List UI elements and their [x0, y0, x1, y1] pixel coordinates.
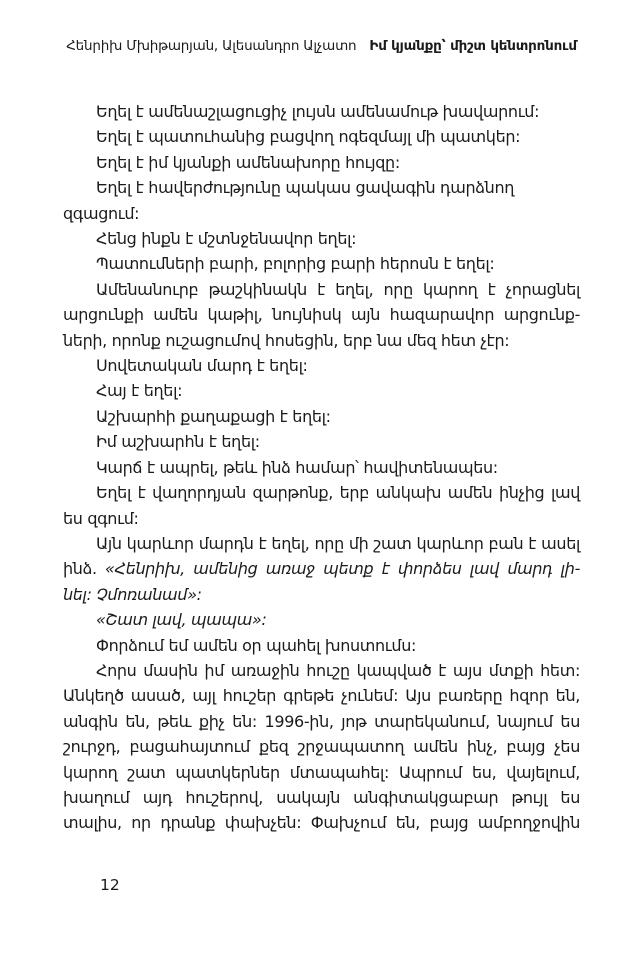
body-text: տալիս, որ դրանք փախչեն: Փախչում են, բայց ամբողջովին — [63, 813, 580, 833]
text-line — [63, 378, 580, 403]
quote-text: «Հենրիխ, ամենից առաջ պետք է փորձես լավ մարդ լի- — [105, 559, 580, 579]
text-line — [63, 150, 580, 175]
body-text: Իմ աշխարհն է եղել: — [96, 432, 260, 452]
body-text: Աշխարհի քաղաքացի է եղել: — [96, 406, 331, 426]
body-text: Հորս մասին իմ առաջին հուշը կապված է այս մտքի հետ: — [96, 660, 580, 680]
body-text: Սովետական մարդ է եղել: — [96, 356, 308, 376]
text-line — [63, 556, 580, 581]
text-line — [63, 124, 580, 149]
page-number: 12 — [100, 876, 120, 894]
quote-text: նել: Չմոռանամ»: — [63, 584, 202, 604]
body-text: Ամենանուրբ թաշկինակն է եղել, որը կարող է չորացնել — [96, 279, 580, 299]
header-authors: Հենրիխ Մխիթարյան, Ալեսանդրո Ալչատո — [66, 38, 357, 54]
text-line — [63, 658, 580, 683]
text-line — [63, 226, 580, 251]
body-text: արցունքի ամեն կաթիլ, նույնիսկ այն հազարավոր արցունք- — [63, 305, 580, 325]
text-line — [63, 175, 580, 226]
header-book-title: Իմ կյանքը՝ միշտ կենտրոնում — [369, 38, 577, 54]
body-text: կարող շատ պատկերներ մտապահել: Ապրում ես, վայելում, — [63, 762, 580, 782]
body-text: շուրջդ, բացահայտում քեզ շրջապատող ամեն ինչ, բայց չես — [63, 737, 580, 757]
body-text: ների, որոնք ուշացումով հոսեցին, երբ նա մեզ հետ չէր: — [63, 330, 510, 350]
text-line — [63, 734, 580, 759]
body-text: Անկեղծ ասած, այլ հուշեր գրեթե չունեմ: Այս բառերը հզոր են, — [63, 686, 580, 706]
text-line — [63, 251, 580, 276]
body-text: ինձ. — [63, 559, 106, 579]
text-line — [63, 353, 580, 378]
text-line — [63, 480, 580, 505]
quote-text: «Շատ լավ, պապա»: — [96, 610, 267, 630]
text-line — [63, 455, 580, 480]
text-line — [63, 607, 580, 632]
text-line — [63, 429, 580, 454]
text-line — [63, 506, 580, 531]
body-text: անգին են, թեև քիչ են: 1996-ին, յոթ տարեկանում, նայում ես — [63, 711, 580, 731]
body-text: Եղել է իմ կյանքի ամենախորը հույզը: — [96, 152, 400, 172]
body-text: Պատումների բարի, բոլորից բարի հերոսն է եղել: — [96, 254, 495, 274]
text-line — [63, 531, 580, 556]
body-text: Հենց ինքն է մշտնջենավոր եղել: — [96, 229, 357, 249]
text-line — [63, 633, 580, 658]
body-text: ես զգում: — [63, 508, 139, 528]
text-line — [63, 709, 580, 734]
body-text: Եղել է հավերժությունը պակաս ցավագին դարձնող զգացում: — [63, 178, 515, 223]
page-body — [63, 99, 580, 836]
text-line — [63, 810, 580, 835]
body-text: Եղել է ամենաշլացուցիչ լույսն ամենամութ խավարում: — [96, 102, 540, 121]
text-line — [63, 328, 580, 353]
text-line — [63, 277, 580, 302]
body-text: Կարճ է ապրել, թեև ինձ համար՝ հավիտենապես: — [96, 457, 498, 477]
body-text: խաղում այդ հուշերով, սակայն անգիտակցաբար թույլ ես — [63, 787, 580, 807]
body-text: Եղել է վաղորդյան զարթոնք, երբ անկախ ամեն ինչից լավ — [96, 483, 580, 503]
text-line — [63, 99, 580, 124]
body-text: Եղել է պատուհանից բացվող ոգեզմայլ մի պատկեր: — [96, 127, 521, 147]
text-line — [63, 785, 580, 810]
text-line — [63, 404, 580, 429]
body-text: Այն կարևոր մարդն է եղել, որը մի շատ կարևոր բան է ասել — [96, 533, 580, 553]
text-line — [63, 760, 580, 785]
body-text: Հայ է եղել: — [96, 381, 183, 401]
running-header — [0, 38, 643, 54]
body-text: Փորձում եմ ամեն օր պահել խոստումս: — [96, 635, 417, 655]
text-line — [63, 683, 580, 708]
text-line — [63, 582, 580, 607]
text-line — [63, 302, 580, 327]
